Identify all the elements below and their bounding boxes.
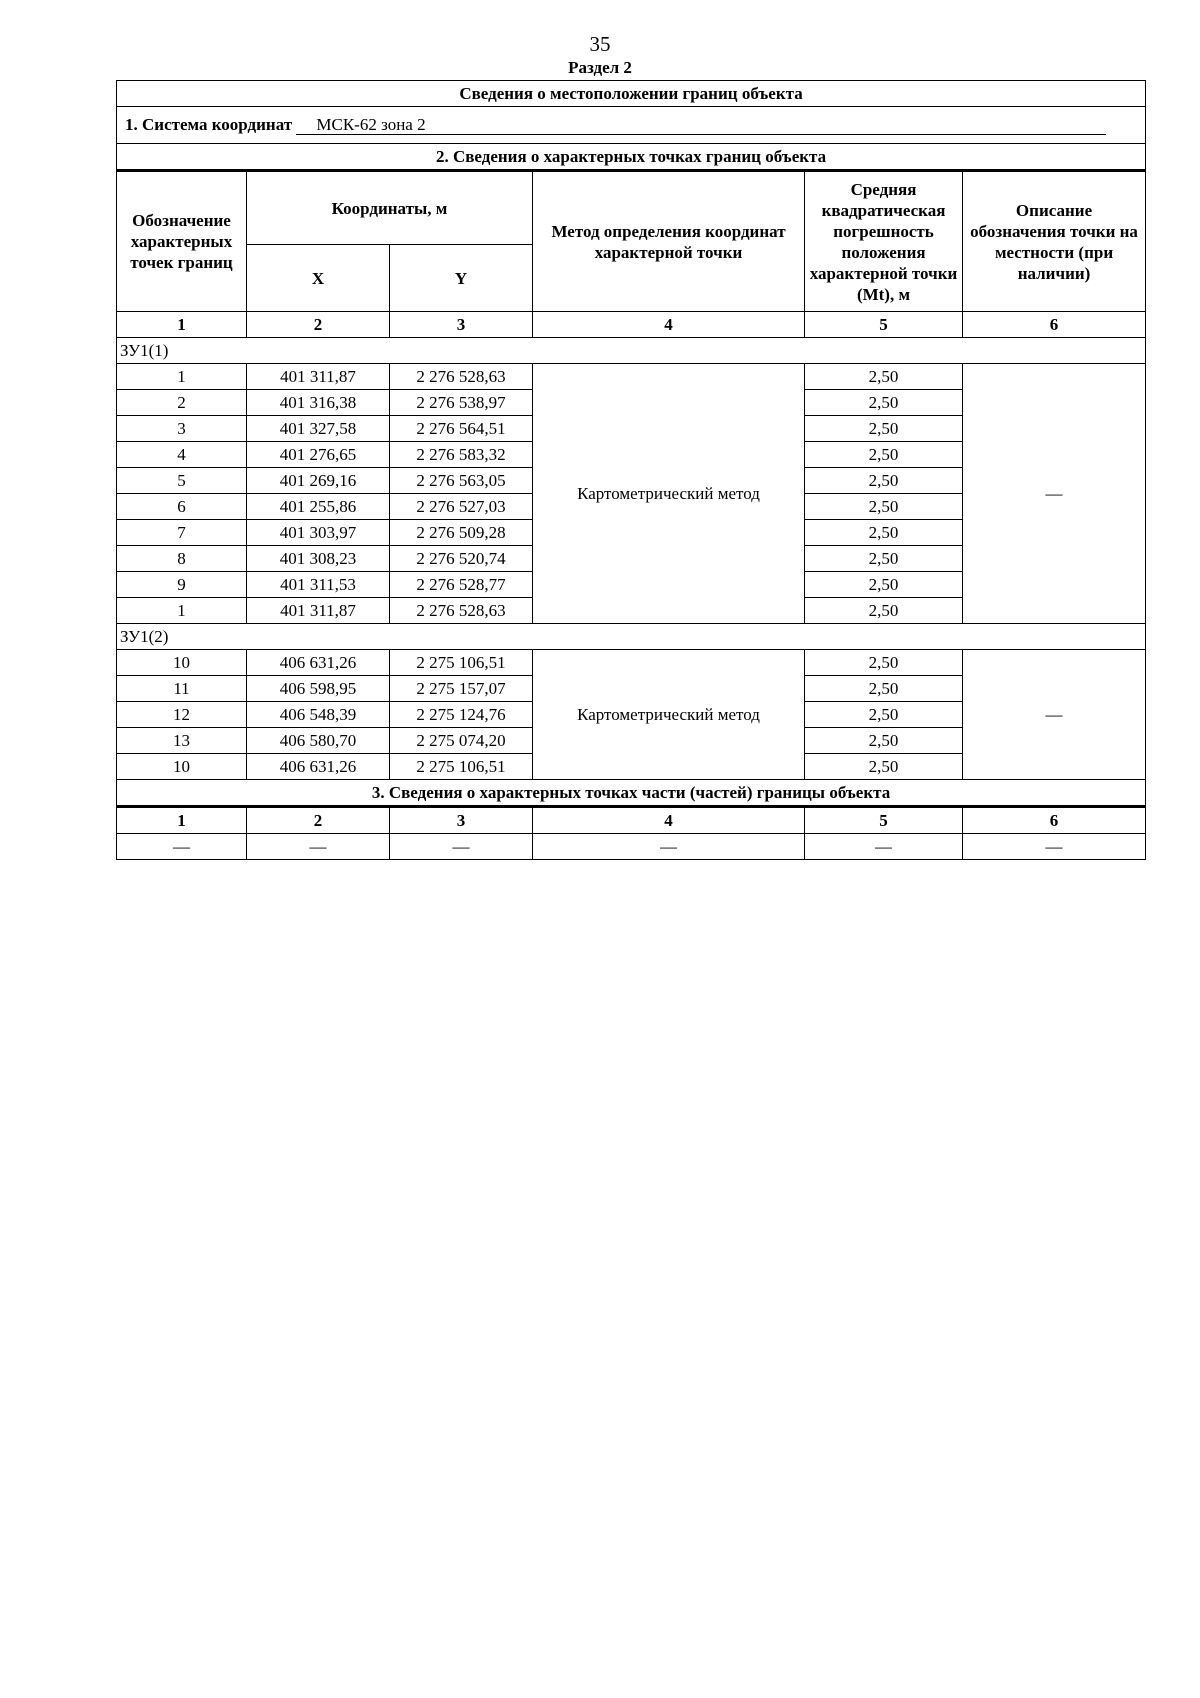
mt-value: 2,50 (805, 390, 963, 416)
col-num-4: 4 (533, 312, 805, 338)
x-coord: 401 276,65 (247, 442, 390, 468)
x-coord: 406 548,39 (247, 702, 390, 728)
point-id: 3 (117, 416, 247, 442)
y-coord: 2 276 509,28 (390, 520, 533, 546)
header-coordinates: Координаты, м (247, 171, 533, 245)
coord-system-value: МСК-62 зона 2 (296, 115, 1106, 135)
group-name: ЗУ1(1) (117, 338, 1146, 364)
mt-value: 2,50 (805, 598, 963, 624)
x-coord: 401 311,87 (247, 364, 390, 390)
mt-value: 2,50 (805, 416, 963, 442)
mt-value: 2,50 (805, 468, 963, 494)
point-id: 5 (117, 468, 247, 494)
mt-value: 2,50 (805, 702, 963, 728)
parts-empty-cell: — (117, 834, 247, 860)
x-coord: 406 631,26 (247, 754, 390, 780)
table-title: Сведения о местоположении границ объекта (117, 81, 1146, 107)
description-cell: — (963, 650, 1146, 780)
mt-value: 2,50 (805, 676, 963, 702)
header-description: Описание обозначения точки на местности (при наличии) (963, 171, 1146, 312)
point-id: 12 (117, 702, 247, 728)
x-coord: 406 631,26 (247, 650, 390, 676)
x-coord: 401 255,86 (247, 494, 390, 520)
mt-value: 2,50 (805, 728, 963, 754)
col-num-6: 6 (963, 312, 1146, 338)
y-coord: 2 276 563,05 (390, 468, 533, 494)
mt-value: 2,50 (805, 546, 963, 572)
parts-empty-cell: — (963, 834, 1146, 860)
x-coord: 406 598,95 (247, 676, 390, 702)
point-id: 11 (117, 676, 247, 702)
point-id: 10 (117, 754, 247, 780)
y-coord: 2 276 528,77 (390, 572, 533, 598)
point-id: 2 (117, 390, 247, 416)
point-id: 1 (117, 598, 247, 624)
header-accuracy: Средняя квадратическая погрешность положения характерной точки (Mt), м (805, 171, 963, 312)
col-num-1: 1 (117, 312, 247, 338)
method-cell: Картометрический метод (533, 364, 805, 624)
table-row (117, 364, 1146, 390)
table-row (117, 650, 1146, 676)
point-id: 10 (117, 650, 247, 676)
parts-empty-cell: — (247, 834, 390, 860)
point-id: 4 (117, 442, 247, 468)
mt-value: 2,50 (805, 650, 963, 676)
header-y: Y (390, 245, 533, 312)
parts-empty-cell: — (805, 834, 963, 860)
method-cell: Картометрический метод (533, 650, 805, 780)
parts-col-num-3: 3 (390, 807, 533, 834)
point-id: 9 (117, 572, 247, 598)
parts-col-num-2: 2 (247, 807, 390, 834)
coord-system-label: 1. Система координат (125, 115, 293, 134)
y-coord: 2 276 520,74 (390, 546, 533, 572)
y-coord: 2 276 564,51 (390, 416, 533, 442)
parts-section-title: 3. Сведения о характерных точках части (частей) границы объекта (117, 780, 1146, 807)
x-coord: 401 303,97 (247, 520, 390, 546)
x-coord: 401 308,23 (247, 546, 390, 572)
y-coord: 2 275 106,51 (390, 754, 533, 780)
col-num-3: 3 (390, 312, 533, 338)
parts-col-num-4: 4 (533, 807, 805, 834)
x-coord: 406 580,70 (247, 728, 390, 754)
col-num-5: 5 (805, 312, 963, 338)
mt-value: 2,50 (805, 520, 963, 546)
parts-col-num-1: 1 (117, 807, 247, 834)
coord-system-row (117, 107, 1146, 144)
y-coord: 2 276 583,32 (390, 442, 533, 468)
x-coord: 401 327,58 (247, 416, 390, 442)
mt-value: 2,50 (805, 442, 963, 468)
y-coord: 2 276 527,03 (390, 494, 533, 520)
y-coord: 2 276 528,63 (390, 598, 533, 624)
parts-empty-cell: — (533, 834, 805, 860)
point-id: 8 (117, 546, 247, 572)
point-id: 1 (117, 364, 247, 390)
parts-empty-cell: — (390, 834, 533, 860)
x-coord: 401 311,87 (247, 598, 390, 624)
description-cell: — (963, 364, 1146, 624)
mt-value: 2,50 (805, 364, 963, 390)
points-section-title: 2. Сведения о характерных точках границ объекта (117, 144, 1146, 171)
x-coord: 401 269,16 (247, 468, 390, 494)
section-title: Раздел 2 (568, 58, 632, 77)
point-id: 6 (117, 494, 247, 520)
mt-value: 2,50 (805, 494, 963, 520)
y-coord: 2 275 106,51 (390, 650, 533, 676)
y-coord: 2 276 538,97 (390, 390, 533, 416)
y-coord: 2 276 528,63 (390, 364, 533, 390)
col-num-2: 2 (247, 312, 390, 338)
parts-col-num-5: 5 (805, 807, 963, 834)
point-id: 13 (117, 728, 247, 754)
mt-value: 2,50 (805, 572, 963, 598)
header-method: Метод определения координат характерной точки (533, 171, 805, 312)
header-x: X (247, 245, 390, 312)
boundary-table (116, 80, 1146, 860)
group-name: ЗУ1(2) (117, 624, 1146, 650)
point-id: 7 (117, 520, 247, 546)
y-coord: 2 275 157,07 (390, 676, 533, 702)
y-coord: 2 275 074,20 (390, 728, 533, 754)
x-coord: 401 316,38 (247, 390, 390, 416)
header-designation: Обозначение характерных точек границ (117, 171, 247, 312)
mt-value: 2,50 (805, 754, 963, 780)
parts-col-num-6: 6 (963, 807, 1146, 834)
y-coord: 2 275 124,76 (390, 702, 533, 728)
x-coord: 401 311,53 (247, 572, 390, 598)
page-number: 35 (589, 32, 611, 56)
